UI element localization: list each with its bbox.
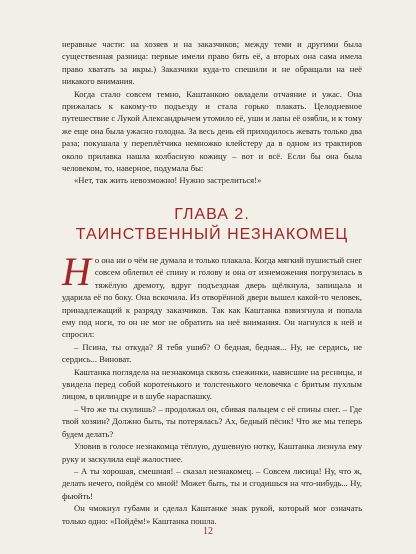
paragraph: – Псина, ты откуда? Я тебя ушиб? О бедная, бедная... Ну, не сердись, не сердись... Виноват. — [62, 341, 362, 365]
page-number: 12 — [203, 526, 213, 537]
paragraph: – А ты хорошая, смешная! – сказал незнакомец. – Совсем лисица! Ну, что ж, делать нечего, пойдём со мной! Может быть, ты и сгодишься на что-нибудь... Ну, фьюйть! — [62, 465, 362, 501]
text-block-body — [62, 249, 362, 527]
paragraph: – Что же ты скулишь? – продолжал он, сбивая пальцем с её спины снег. – Где твой хозяин? Должно быть, ты потерялась? Ах, бедный пёсик! Что же мы теперь будем делать? — [62, 403, 362, 439]
paragraph: Когда стало совсем темно, Каштанкою овладели отчаяние и ужас. Она прижалась к какому-то подъезду и стала горько плакать. Целодневное путешествие с Лукой Александрычем утомило её, уши и лапы её озябли, и к тому же еще она была ужасно голодна. За весь день ей приходилось жевать только два раза; покушала у переплётчика немножко клейстеру да в одном из трактиров около прилавка нашла колбасную кожицу – вот и всё. Если бы она была человеком, то, наверное, подумала бы: — [62, 88, 362, 174]
text-block-top — [62, 38, 362, 187]
paragraph: Уловив в голосе незнакомца тёплую, душевную нотку, Каштанка лизнула ему руку и заскулила ещё жалостнее. — [62, 441, 362, 464]
paragraph: неравные части: на хозяев и на заказчиков; между теми и другими была существенная разница: первые имели право бить её, а вторых она сама имела право хватать за икры.) Заказчики куда-то спешили и не обращали на неё никакого внимания. — [62, 39, 362, 87]
paragraph: «Нет, так жить невозможно! Нужно застрелиться!» — [74, 175, 262, 186]
paragraph-first — [62, 249, 362, 341]
paragraph: Он чмокнул губами и сделал Каштанке знак рукой, который мог означать только одно: «Пойдём!» Каштанка пошла. — [62, 503, 362, 526]
chapter-title: ТАИНСТВЕННЫЙ НЕЗНАКОМЕЦ — [75, 226, 349, 243]
chapter-number: ГЛАВА 2. — [174, 206, 250, 223]
paragraph-text: о она ни о чём не думала и только плакала. Когда мягкий пушистый снег совсем облепил её спину и голову и она от изнеможения погрузилась в тяжёлую дремоту, вдруг подъездная дверь щёлкнула, запищала и ударила её по боку. Она вскочила. Из отворённой двери вышел какой-то человек, принадлежащий к разряду заказчиков. Так как Каштанка взвизгнула и попала ему под ноги, то он не мог не обратить на неё внимания. Он нагнулся к ней и спросил: — [62, 255, 362, 340]
drop-cap: Н — [62, 249, 91, 294]
paragraph: Каштанка поглядела на незнакомца сквозь снежинки, нависшие на ресницы, и увидела перед собой коротенького и толстенького человечка с бритым пухлым лицом, в цилиндре и в шубе нараспашку. — [62, 366, 362, 402]
